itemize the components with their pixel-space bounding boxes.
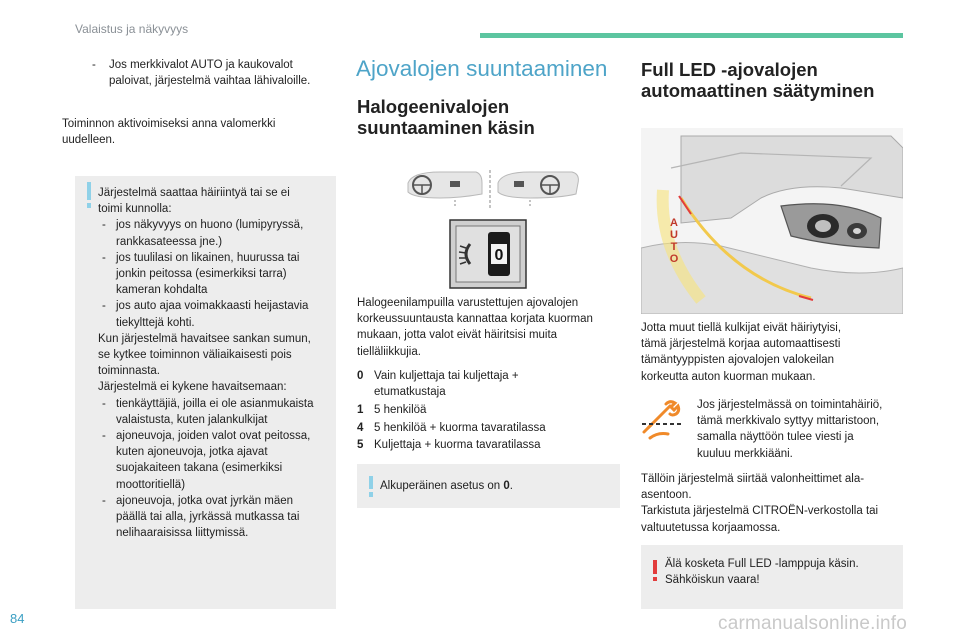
section-title: Valaistus ja näkyvyys — [75, 22, 189, 36]
led-body-text: Jotta muut tiellä kulkijat eivät häiriytyisi, tämä järjestelmä korjaa automaattisesti tämäntyyppisten ajovalojen valokeilan korkeutta auton kuorman mukaan. — [641, 322, 842, 383]
dashboard-icon — [498, 172, 578, 206]
note-item: - jos tuulilasi on likainen, huurussa tai jonkin peitossa (esimerkiksi tarra) kameran kohdalta — [102, 251, 300, 297]
svg-text:A: A — [670, 217, 678, 229]
note-item: - jos auto ajaa voimakkaasti heijastavia tiekylttejä kohti. — [102, 300, 309, 329]
warning-text: Älä kosketa Full LED -lamppuja käsin. Sähköiskun vaara! — [665, 558, 859, 587]
info-icon — [369, 476, 373, 489]
bullet-auto-lights: - Jos merkkivalot AUTO ja kaukovalot paloivat, järjestelmä vaihtaa lähivaloille. — [92, 59, 311, 88]
note-item: - ajoneuvoja, joiden valot ovat peitossa, kuten ajoneuvoja, jotka ajavat suojakaiteen takana (esimerkiksi moottoritiellä) — [102, 430, 311, 491]
position-row: 0 Vain kuljettaja tai kuljettaja + etumatkustaja — [357, 370, 519, 399]
position-row: 5 Kuljettaja + kuorma tavaratilassa — [357, 439, 541, 451]
headlamp-adjuster-illustration — [400, 168, 590, 293]
svg-text:U: U — [670, 229, 678, 241]
auto-indicator — [670, 217, 679, 265]
headlamp-dial — [450, 220, 526, 288]
svg-text:O: O — [669, 253, 679, 265]
subtitle-led: Full LED -ajovalojen automaattinen säätyminen — [641, 59, 875, 101]
warning-icon — [653, 560, 657, 574]
default-setting-note: Alkuperäinen asetus on 0. — [357, 464, 620, 508]
halogen-body-text: Halogeenilampuilla varustettujen ajovalojen korkeussuuntausta kannattaa korjata kuorman mukaan, jotta valot eivät häiritsisi muita tielläliikkujia. — [357, 297, 593, 358]
info-note-box — [75, 176, 336, 609]
page-title: Ajovalojen suuntaaminen — [356, 56, 608, 81]
position-row: 1 5 henkilöä — [357, 404, 427, 416]
note-item: - tienkäyttäjiä, joilla ei ole asianmukaista valaistusta, kuten jalankulkijat — [102, 397, 314, 426]
info-icon — [87, 182, 91, 200]
fault-text: Jos järjestelmässä on toimintahäiriö, tämä merkkivalo syttyy mittaristoon, samalla näyttöön tulee viesti ja kuuluu merkkiääni. — [697, 399, 883, 460]
wrench-warning-icon — [640, 398, 684, 442]
dashboard-icon — [408, 172, 482, 206]
after-fault-text: Tällöin järjestelmä siirtää valonheittimet ala- asentoon. Tarkistuta järjestelmä CITROËN-verkostolla tai valtuutetussa korjaamossa. — [641, 473, 879, 534]
note-item: - jos näkyvyys on huono (lumipyryssä, rankkasateessa jne.) — [102, 219, 304, 248]
watermark: carmanualsonline.info — [718, 613, 908, 634]
activation-text: Toiminnon aktivoimiseksi anna valomerkki uudelleen. — [62, 118, 276, 147]
position-row: 4 5 henkilöä + kuorma tavaratilassa — [357, 422, 546, 434]
page-number: 84 — [10, 611, 25, 626]
note-content: Järjestelmä saattaa häiriintyä tai se ei toimi kunnolla: - jos näkyvyys on huono (lumipyryssä, rankkasateessa jne.) - jos tuulilasi on likainen, huurussa tai jonkin peitossa (esimerkiksi tarra) kameran kohdalta - jos auto ajaa voimakkaasti heijastavia tiekylttejä kohti. Kun järjestelmä havaitsee sankan sumun, se kytkee toiminnon väliaikaisesti pois toiminnasta. Järjestelmä ei kykene havaitsemaan: - tienkäyttäjiä, joilla ei ole asianmukaista valaistusta, kuten jalankulkijat - ajoneuvoja, joiden valot ovat peitossa, kuten ajoneuvoja, jotka ajavat suojakaiteen takana (esimerkiksi moottoritiellä) - ajoneuvoja, jotka ovat jyrkän mäen päällä tai alla, jyrkässä mutkassa tai nelihaaraisissa liittymissä. — [98, 185, 334, 541]
note-item: - ajoneuvoja, jotka ovat jyrkän mäen päällä tai alla, jyrkässä mutkassa tai nelihaaraisissa liittymissä. — [102, 494, 300, 540]
subtitle-manual: Halogeenivalojen suuntaaminen käsin — [357, 96, 535, 138]
led-headlamp-illustration — [641, 128, 903, 314]
section-color-bar — [480, 33, 903, 38]
dial-value: 0 — [494, 247, 504, 264]
svg-text:T: T — [670, 241, 678, 253]
